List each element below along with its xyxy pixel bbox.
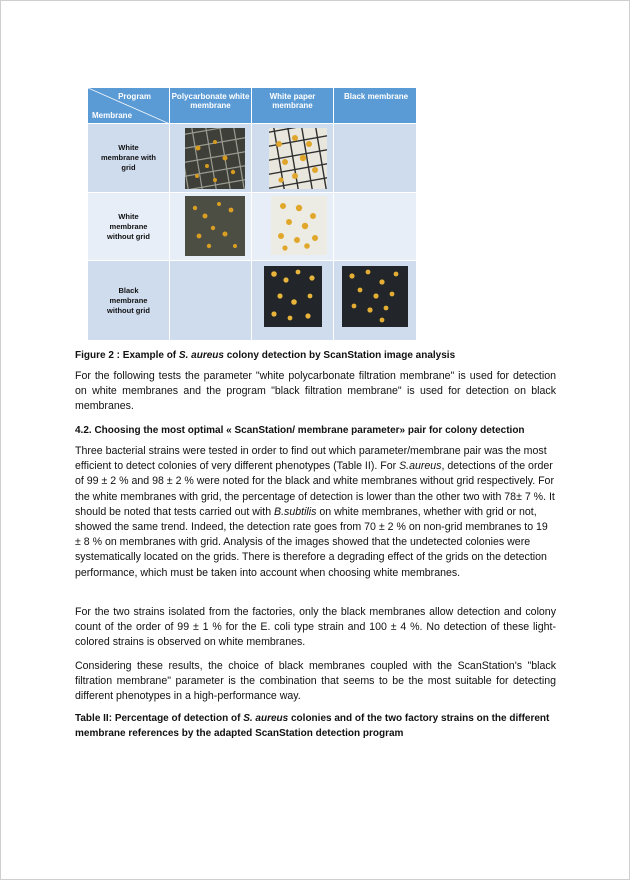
corner-program-label: Program: [118, 92, 151, 101]
column-header-black: [334, 88, 417, 124]
column-header-label: Black membrane: [344, 92, 409, 101]
cell-r2-c3: [334, 193, 417, 261]
photo-white-paper-no-grid: [271, 196, 327, 255]
paragraph-3: For the two strains isolated from the factories, only the black membranes allow detection and colony count of the order of 99 ± 1 % for the E. coli type strain and 100 ± 4 %. No detection of these light-colored strains is observed on white membranes.: [75, 606, 556, 649]
photo-white-paper-grid: [269, 128, 327, 189]
cell-r2-c2: [252, 193, 334, 261]
table-caption-organism: S. aureus: [243, 713, 289, 724]
corner-membrane-label: Membrane: [92, 111, 133, 120]
cell-r3-c2: [252, 261, 334, 341]
cell-r1-c2: [252, 124, 334, 193]
figure-caption: [75, 348, 556, 363]
caption-organism: S. aureus: [178, 350, 224, 361]
table-corner-cell: [88, 88, 170, 124]
paragraph-2-organism2: B.subtilis: [274, 505, 317, 518]
paragraph-1: For the following tests the parameter "white polycarbonate filtration membrane" is used for detection on white membranes and the program "black filtration membrane" is used for detection on black membranes.: [75, 370, 556, 413]
photo-polycarbonate-grid: [185, 128, 245, 189]
cell-r3-c1: [170, 261, 252, 341]
paragraph-4: Considering these results, the choice of black membranes coupled with the ScanStation's "black filtration membrane" parameter is the combination that seems to be the most suitable for detecting different phenotypes in a high-performance way.: [75, 660, 556, 703]
paragraph-2-organism1: S.aureus: [399, 460, 442, 473]
photo-black-membrane-1: [264, 266, 322, 327]
table-2-caption: [75, 711, 556, 741]
row-header-white-grid: [88, 124, 170, 193]
table-caption-suffix: colonies and of the two factory strains on the different membrane references by the adapted ScanStation detection program: [75, 713, 550, 740]
cell-r1-c1: [170, 124, 252, 193]
table-caption-prefix: Table II: Percentage of detection of: [75, 713, 244, 724]
column-header-polycarbonate: [170, 88, 252, 124]
row-header-label: White membrane with grid: [100, 143, 156, 172]
photo-black-membrane-2: [342, 266, 408, 327]
paragraph-2: [75, 444, 556, 581]
figure-2-table: [88, 88, 417, 341]
section-heading: 4.2. Choosing the most optimal « ScanStation/ membrane parameter» pair for colony detection: [75, 425, 525, 436]
cell-r1-c3: [334, 124, 417, 193]
row-header-label: Black membrane without grid: [107, 285, 150, 315]
row-header-white-no-grid: [88, 193, 170, 261]
paragraph-2-part2: , detections of the order of 99 ± 2 % and 98 ± 2 % were noted for the black and white membranes without grid respectively. For the white membranes with grid, the percentage of detection is lower than the other two with 78± 7 %. It should be noted that tests carried out with: [75, 460, 555, 518]
paragraph-2-part3: on white membranes, whether with grid or not, showed the same trend. Indeed, the detection rate goes from 70 ± 2 % on non-grid membranes to 19 ± 8 % on membranes with grid. Analysis of the images showed that the undetected colonies were systematically located on the grids. There is therefore a degrading effect of the grids on the detection performance, which must be taken into account when choosing white membranes.: [75, 505, 548, 579]
cell-r3-c3: [334, 261, 417, 341]
column-header-label: White paper membrane: [269, 92, 316, 110]
column-header-white-paper: [252, 88, 334, 124]
column-header-label: Polycarbonate white membrane: [171, 92, 250, 110]
paragraph-2-part1: Three bacterial strains were tested in order to find out which parameter/membrane pair was the most efficient to detect colonies of very different phenotypes (Table II). For: [75, 445, 547, 473]
cell-r2-c1: [170, 193, 252, 261]
row-header-label: White membrane without grid: [107, 211, 150, 241]
row-header-black-no-grid: [88, 261, 170, 341]
caption-prefix: Figure 2 : Example of: [75, 350, 179, 361]
photo-polycarbonate-no-grid: [185, 196, 245, 256]
caption-suffix: colony detection by ScanStation image analysis: [223, 350, 456, 361]
